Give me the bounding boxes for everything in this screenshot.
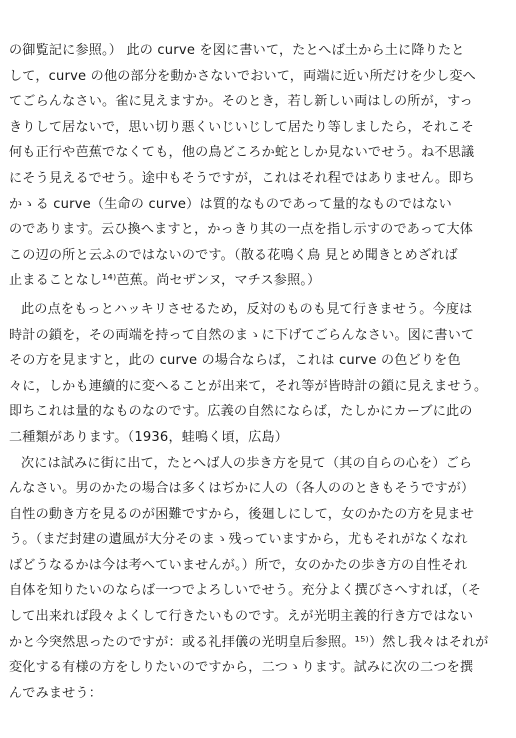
text-line: 自体を知りたいのならば一つでよろしいでせう。充分よく撰びさへすれば，（そ (9, 583, 482, 599)
text-line: 自性の動き方を見るのが困難ですから，後廻しにして，女のかたの方を見ませ (9, 506, 475, 522)
text-line: 何も正行や芭蕉でなくても，他の鳥どころか蛇としか見ないでせう。ね不思議 (9, 145, 475, 161)
text-line: 止まることなし¹⁴⁾芭蕉。尚セザンヌ，マチス参照。） (9, 273, 321, 289)
text-line: 々に，しかも連續的に変へることが出来て，それ等が皆時計の鎖に見えませう。 (9, 378, 488, 394)
text-line: 二種類があります。（1936，蛙鳴く頃，広島） (9, 429, 289, 445)
paragraph-2 (9, 297, 508, 451)
text-line: にそう見えるでせう。途中もそうですが，これはそれ程ではありません。即ち (9, 170, 475, 186)
text-line: の御覧記に参照。） 此の curve を図に書いて，たとへば土から土に降りたと (9, 43, 465, 58)
text-line: 変化する有様の方をしりたいのですから，二つゝります。試みに次の二つを撰 (9, 660, 474, 676)
text-line: きりして居ないで，思い切り悪くいじいじして居たり等しましたら，それこそ (9, 119, 475, 135)
text-line: んでみませう： (9, 685, 103, 701)
text-line: 時計の鎖を，その両端を持って自然のまゝに下げてごらんなさい。図に書いて (9, 327, 475, 343)
text-line: 此の点をもっとハッキリさせるため，反対のものも見て行きませう。今度は (21, 301, 473, 317)
text-line: てごらんなさい。雀に見えますか。そのとき，若し新しい両はしの所が，すっ (9, 94, 473, 110)
text-line: のであります。云ひ換へますと，かっきり其の一点を指し示すのであって大体 (9, 222, 474, 238)
text-line: う。（まだ封建の遺風が大分そのまゝ残っていますから，尤もそれがなくなれ (9, 532, 468, 548)
text-line: して出来れば段々よくして行きたいものです。えが光明主義的行き方ではない (9, 609, 474, 625)
text-line: この辺の所と云ふのではないのです。（散る花鳴く鳥 見とめ聞きとめざれば (9, 247, 458, 263)
text-line: かと今突然思ったのですが：或る礼拝儀の光明皇后参照。¹⁵⁾）然し我々はそれが (9, 634, 489, 650)
text-line: して，curve の他の部分を動かさないでおいて，両端に近い所だけを少し変へ (9, 68, 476, 84)
paragraph-3 (9, 451, 508, 707)
text-line: その方を見ますと，此の curve の場合ならば，これは curve の色どりを色 (9, 353, 461, 369)
paragraph-1 (9, 38, 508, 294)
text-line: かゝる curve（生命の curve）は質的なものであって量的なものではない (9, 196, 452, 212)
text-line: ばどうなるかは今は考へていませんが。）所で，女のかたの歩き方の自性それ (9, 557, 468, 573)
text-line: んなさい。男のかたの場合は多くはぢかに人の（各人ののときもそうですが） (9, 481, 475, 497)
text-line: 次には試みに街に出て，たとへば人の歩き方を見て（其の自らの心を）ごら (21, 455, 473, 471)
text-line: 即ちこれは量的なものなのです。広義の自然にならば，たしかにカーブに此の (9, 404, 473, 420)
